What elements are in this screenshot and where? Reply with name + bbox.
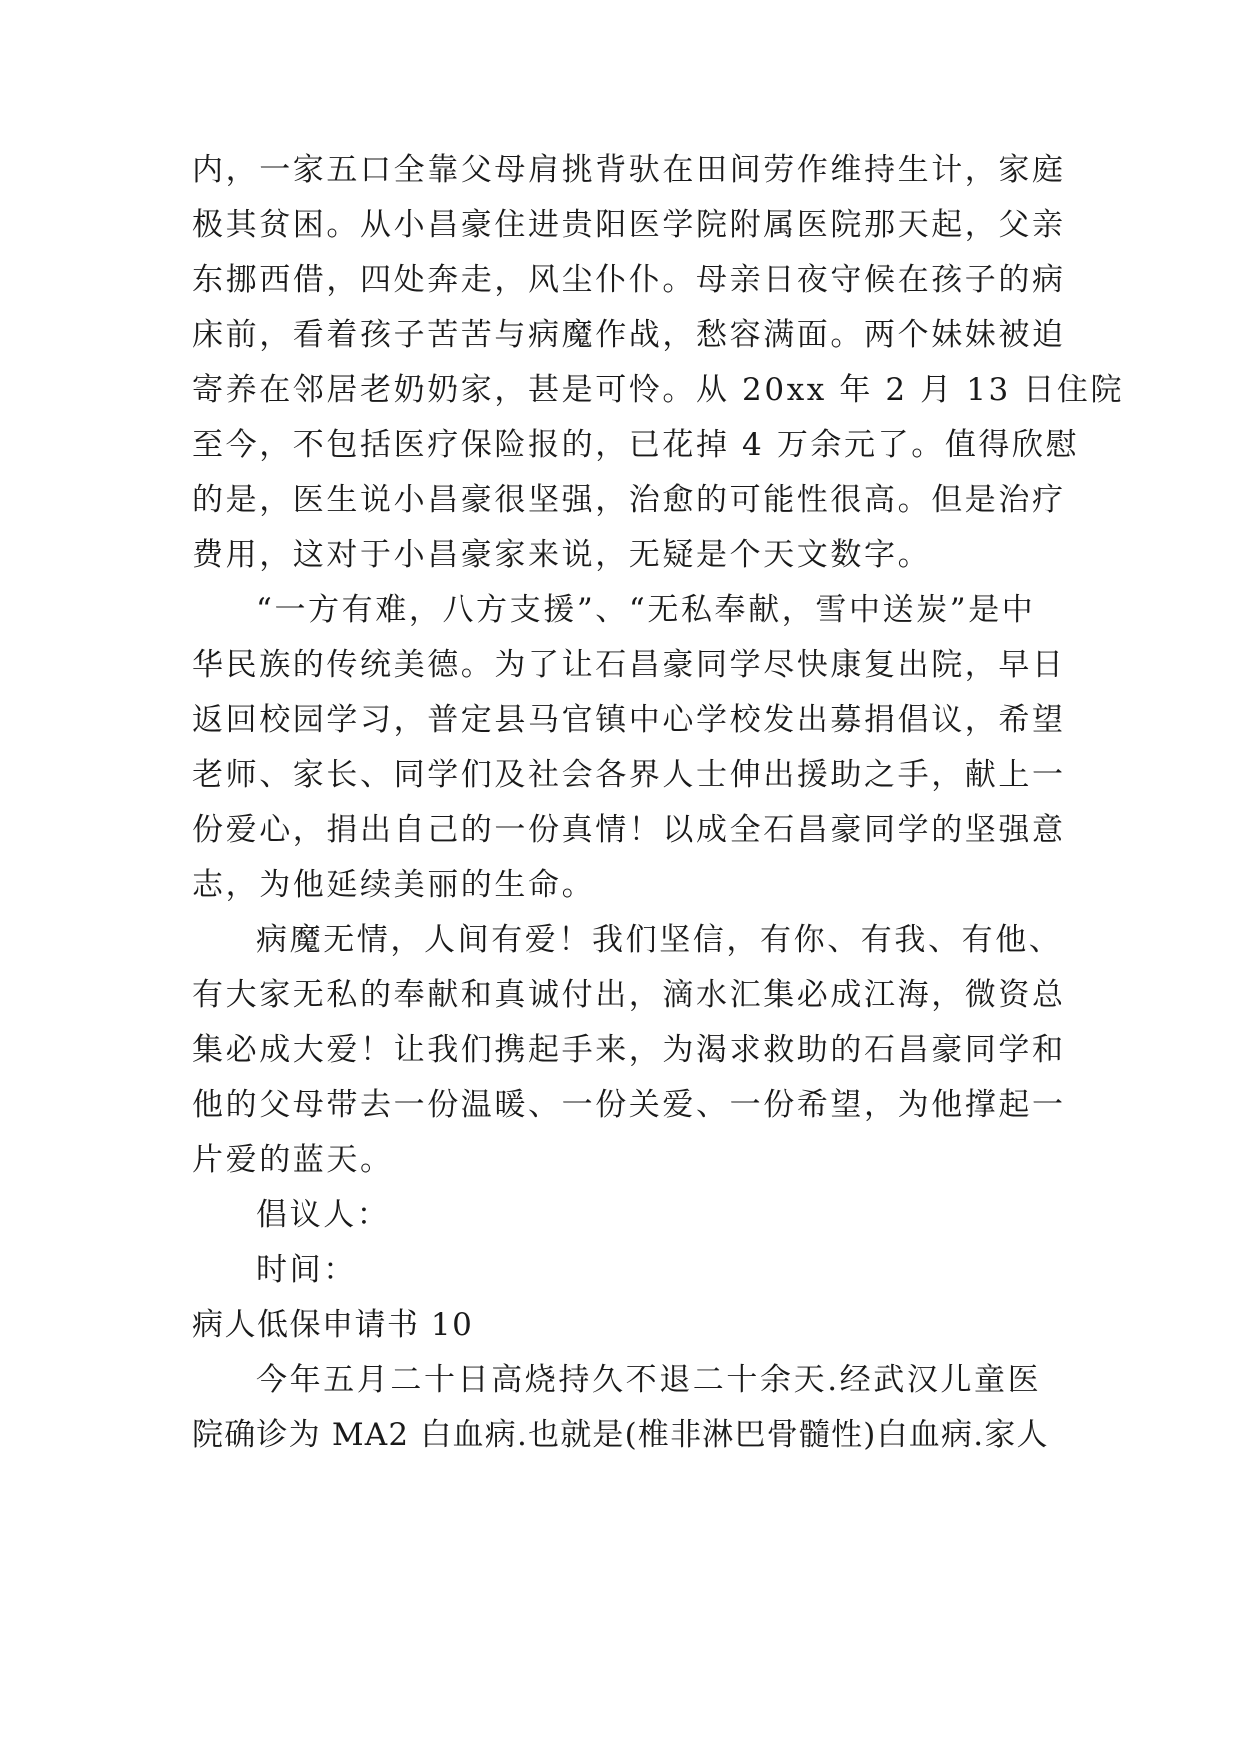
section-title: 病人低保申请书 10 (192, 1307, 474, 1343)
paragraph-line: 份爱心，捐出自己的一份真情！以成全石昌豪同学的坚强意 (192, 812, 1066, 848)
paragraph-line: 的是，医生说小昌豪很坚强，治愈的可能性很高。但是治疗 (192, 482, 1066, 518)
paragraph-line: 返回校园学习，普定县马官镇中心学校发出募捐倡议，希望 (192, 702, 1066, 738)
paragraph-line: 东挪西借，四处奔走，风尘仆仆。母亲日夜守候在孩子的病 (192, 262, 1066, 298)
paragraph-line: 费用，这对于小昌豪家来说，无疑是个天文数字。 (192, 537, 932, 573)
paragraph-line: 今年五月二十日高烧持久不退二十余天.经武汉儿童医 (256, 1362, 1042, 1398)
time-label: 时间： (256, 1252, 357, 1288)
paragraph-line: “一方有难，八方支援”、“无私奉献，雪中送炭”是中 (256, 592, 1036, 628)
paragraph-line: 集必成大爱！让我们携起手来，为渴求救助的石昌豪同学和 (192, 1032, 1066, 1068)
paragraph-line: 至今，不包括医疗保险报的，已花掉 4 万余元了。值得欣慰 (192, 427, 1080, 463)
paragraph-line: 华民族的传统美德。为了让石昌豪同学尽快康复出院，早日 (192, 647, 1066, 683)
signature-label: 倡议人： (256, 1197, 391, 1233)
paragraph-line: 老师、家长、同学们及社会各界人士伸出援助之手，献上一 (192, 757, 1066, 793)
paragraph-line: 床前，看着孩子苦苦与病魔作战，愁容满面。两个妹妹被迫 (192, 317, 1066, 353)
paragraph-line: 有大家无私的奉献和真诚付出，滴水汇集必成江海，微资总 (192, 977, 1066, 1013)
paragraph-line: 极其贫困。从小昌豪住进贵阳医学院附属医院那天起，父亲 (192, 207, 1066, 243)
paragraph-line: 片爱的蓝天。 (192, 1142, 394, 1178)
paragraph-line: 院确诊为 MA2 白血病.也就是(椎非淋巴骨髓性)白血病.家人 (192, 1417, 1049, 1453)
paragraph-line: 寄养在邻居老奶奶家，甚是可怜。从 20xx 年 2 月 13 日住院 (192, 372, 1125, 408)
paragraph-line: 他的父母带去一份温暖、一份关爱、一份希望，为他撑起一 (192, 1087, 1066, 1123)
paragraph-line: 病魔无情，人间有爱！我们坚信，有你、有我、有他、 (256, 922, 1063, 958)
paragraph-line: 志，为他延续美丽的生命。 (192, 867, 596, 903)
paragraph-line: 内，一家五口全靠父母肩挑背驮在田间劳作维持生计，家庭 (192, 152, 1066, 188)
